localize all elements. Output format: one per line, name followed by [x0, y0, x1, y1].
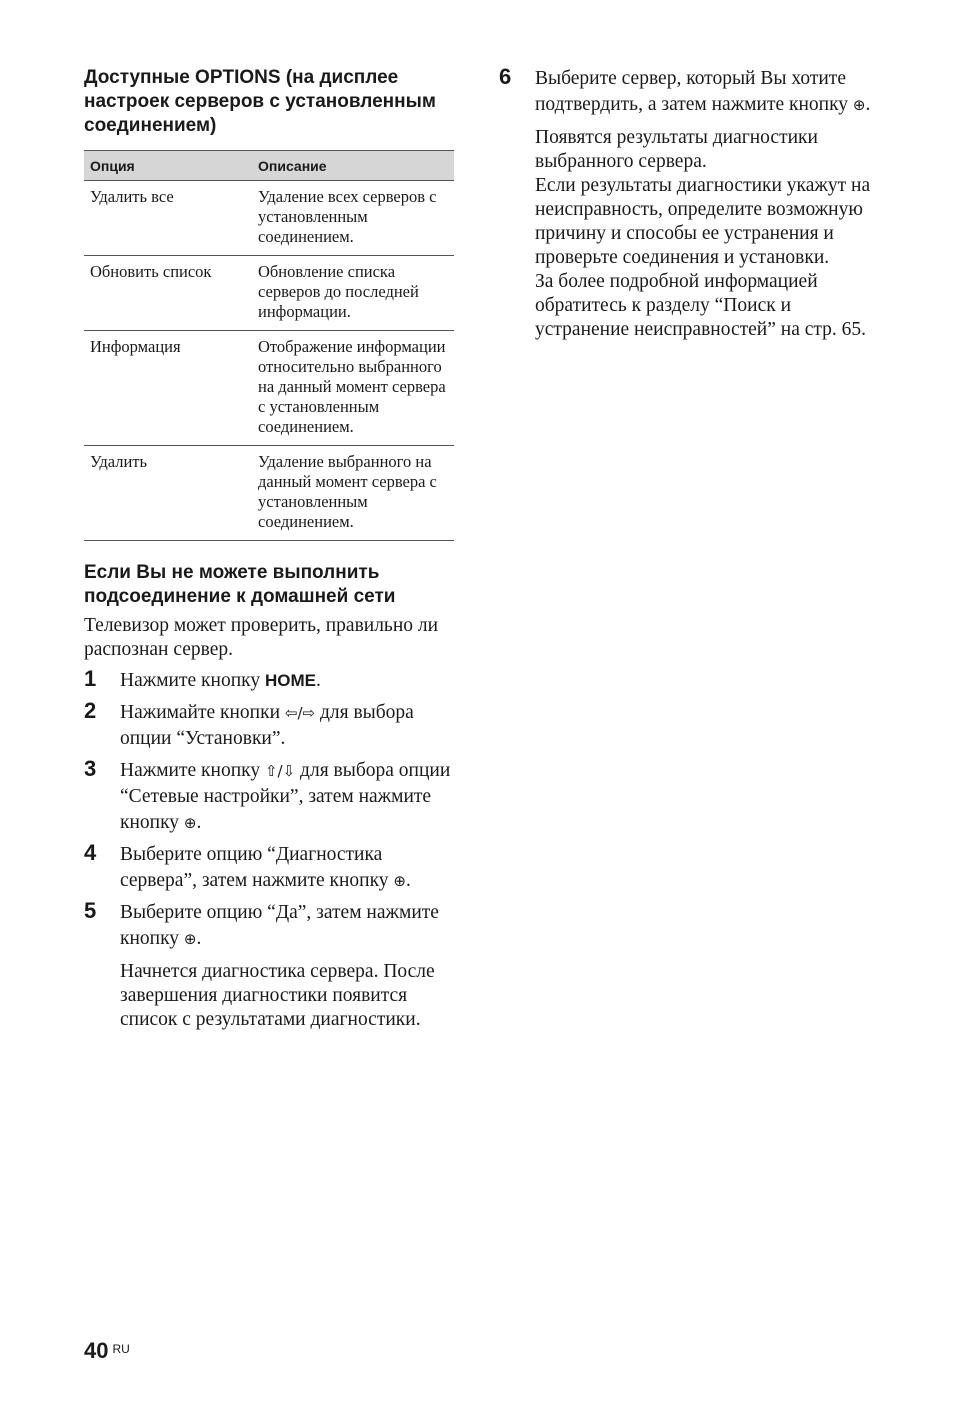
page-number: 40 [84, 1338, 109, 1363]
option-name: Удалить все [84, 181, 252, 256]
column-header-description: Описание [252, 151, 454, 181]
step-3 [84, 758, 454, 836]
circle-plus-icon: ⊕ [393, 872, 406, 890]
option-name: Обновить список [84, 256, 252, 331]
step-number: 6 [499, 64, 512, 89]
options-table-header [84, 151, 454, 181]
step-number: 4 [84, 840, 97, 865]
network-heading: Если Вы не можете выполнить подсоединение к домашней сети [84, 562, 396, 607]
table-row [84, 446, 454, 541]
options-table [84, 150, 454, 541]
option-name: Удалить [84, 446, 252, 541]
network-intro: Телевизор может проверить, правильно ли распознан сервер. [84, 615, 439, 660]
step-text: Выберите сервер, который Вы хотите подтвердить, а затем нажмите кнопку [535, 68, 853, 115]
step-text-mid: для выбора опции “Сетевые настройки”, затем нажмите кнопку [120, 760, 451, 833]
table-row [84, 331, 454, 446]
note-line: Появятся результаты диагностики выбранного сервера. [535, 127, 818, 172]
language-code: RU [112, 1342, 130, 1356]
table-row [84, 181, 454, 256]
step-text-end: . [406, 870, 411, 891]
step-number: 2 [84, 698, 97, 723]
step-number: 5 [84, 898, 97, 923]
step-text-end: для выбора опции “Установки”. [120, 702, 414, 749]
step-6 [499, 66, 879, 118]
circle-plus-icon: ⊕ [852, 96, 866, 114]
page-footer [84, 1338, 130, 1364]
step-text: Выберите опцию “Диагностика сервера”, затем нажмите кнопку [120, 844, 394, 891]
step-text-end: . [196, 812, 202, 833]
step-5 [84, 900, 454, 952]
option-description: Удаление всех серверов с установленным соединением. [252, 181, 454, 256]
circle-plus-icon: ⊕ [183, 814, 197, 832]
note-line: Если результаты диагностики укажут на неисправность, определите возможную причину и способы ее устранения и проверьте соединения и установки. [535, 175, 871, 268]
options-heading: Доступные OPTIONS (на дисплее настроек серверов с установленным соединением) [84, 67, 436, 136]
step-text: Нажмите кнопку [120, 670, 265, 691]
step-text-end: . [196, 928, 202, 949]
note-line: За более подробной информацией обратитесь к разделу “Поиск и устранение неисправностей” на стр. 65. [535, 271, 867, 340]
step-text: Выберите опцию “Да”, затем нажмите кнопку [120, 902, 439, 949]
step-text: Нажимайте кнопки [120, 702, 285, 723]
up-down-arrows-icon: ⇧/⇩ [264, 762, 296, 780]
left-column [84, 66, 454, 1032]
step-text: Нажмите кнопку [120, 760, 265, 781]
step-text-end: . [315, 670, 321, 691]
home-key-label: HOME [264, 671, 316, 690]
step-5-note: Начнется диагностика сервера. После завершения диагностики появится список с результатами диагностики. [120, 961, 435, 1030]
column-header-option: Опция [84, 151, 252, 181]
left-right-arrows-icon: ⇦/⇨ [284, 704, 316, 722]
option-description: Обновление списка серверов до последней информации. [252, 256, 454, 331]
circle-plus-icon: ⊕ [183, 930, 197, 948]
option-name: Информация [84, 331, 252, 446]
step-6-note [499, 126, 879, 342]
step-2 [84, 700, 454, 752]
step-1 [84, 668, 454, 694]
step-4 [84, 842, 454, 894]
step-text-end: . [865, 94, 871, 115]
right-column [499, 66, 879, 342]
step-number: 3 [84, 756, 97, 781]
option-description: Отображение информации относительно выбранного на данный момент сервера с установленным соединением. [252, 331, 454, 446]
step-number: 1 [84, 666, 97, 691]
option-description: Удаление выбранного на данный момент сервера с установленным соединением. [252, 446, 454, 541]
table-row [84, 256, 454, 331]
